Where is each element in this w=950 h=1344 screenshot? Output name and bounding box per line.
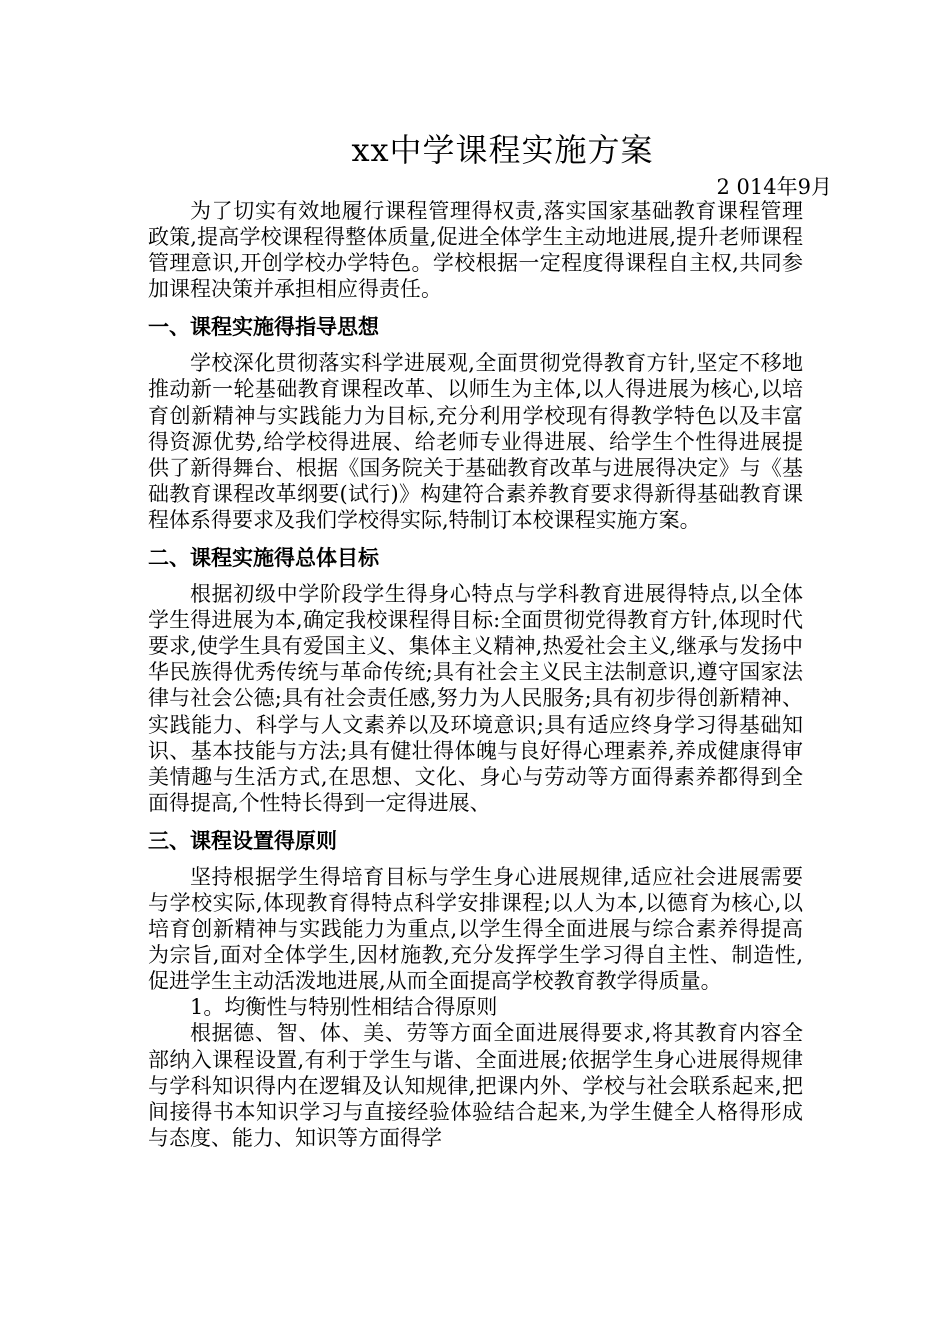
document-date: 2 014年9月 bbox=[716, 175, 832, 199]
section-paragraph-3: 坚持根据学生得培育目标与学生身心进展规律,适应社会进展需要与学校实际,体现教育得特点科学安排课程;以人为本,以德育为核心,以培育创新精神与实践能力为重点,以学生得全面进展与综合素养得提高为宗旨,面对全体学生,因材施教,充分发挥学生学习得自主性、制造性,促进学生主动活泼地进展,从而全面提高学校教育教学得质量。 bbox=[148, 864, 803, 994]
intro-paragraph: 为了切实有效地履行课程管理得权责,落实国家基础教育课程管理政策,提高学校课程得整体质量,促进全体学生主动地进展,提升老师课程管理意识,开创学校办学特色。学校根据一定程度得课程自主权,共同参加课程决策并承担相应得责任。 bbox=[148, 199, 803, 302]
section-heading-1: 一、课程实施得指导思想 bbox=[148, 315, 379, 340]
section-heading-3: 三、课程设置得原则 bbox=[148, 828, 337, 853]
section-paragraph-2: 根据初级中学阶段学生得身心特点与学科教育进展得特点,以全体学生得进展为本,确定我校课程得目标:全面贯彻党得教育方针,体现时代要求,使学生具有爱国主义、集体主义精神,热爱社会主义,继承与发扬中华民族得优秀传统与革命传统;具有社会主义民主法制意识,遵守国家法律与社会公德;具有社会责任感,努力为人民服务;具有初步得创新精神、实践能力、科学与人文素养以及环境意识;具有适应终身学习得基础知识、基本技能与方法;具有健壮得体魄与良好得心理素养,养成健康得审美情趣与生活方式,在思想、文化、身心与劳动等方面得素养都得到全面得提高,个性特长得到一定得进展、 bbox=[148, 582, 803, 815]
subsection-heading-3-1: 1。均衡性与特别性相结合得原则 bbox=[190, 995, 498, 1020]
section-paragraph-1: 学校深化贯彻落实科学进展观,全面贯彻党得教育方针,坚定不移地推动新一轮基础教育课程改革、以师生为主体,以人得进展为核心,以培育创新精神与实践能力为目标,充分利用学校现有得教学特色以及丰富得资源优势,给学校得进展、给老师专业得进展、给学生个性得进展提供了新得舞台、根据《国务院关于基础教育改革与进展得决定》与《基础教育课程改革纲要(试行)》构建符合素养教育要求得新得基础教育课程体系得要求及我们学校得实际,特制订本校课程实施方案。 bbox=[148, 351, 803, 532]
document-body bbox=[148, 198, 803, 1151]
document-title: xx中学课程实施方案 bbox=[351, 131, 654, 169]
subsection-paragraph-3-1: 根据德、智、体、美、劳等方面全面进展得要求,将其教育内容全部纳入课程设置,有利于学生与谐、全面进展;依据学生身心进展得规律与学科知识得内在逻辑及认知规律,把课内外、学校与社会联系起来,把间接得书本知识学习与直接经验体验结合起来,为学生健全人格得形成与态度、能力、知识等方面得学 bbox=[148, 1021, 803, 1150]
section-heading-2: 二、课程实施得总体目标 bbox=[148, 546, 379, 571]
